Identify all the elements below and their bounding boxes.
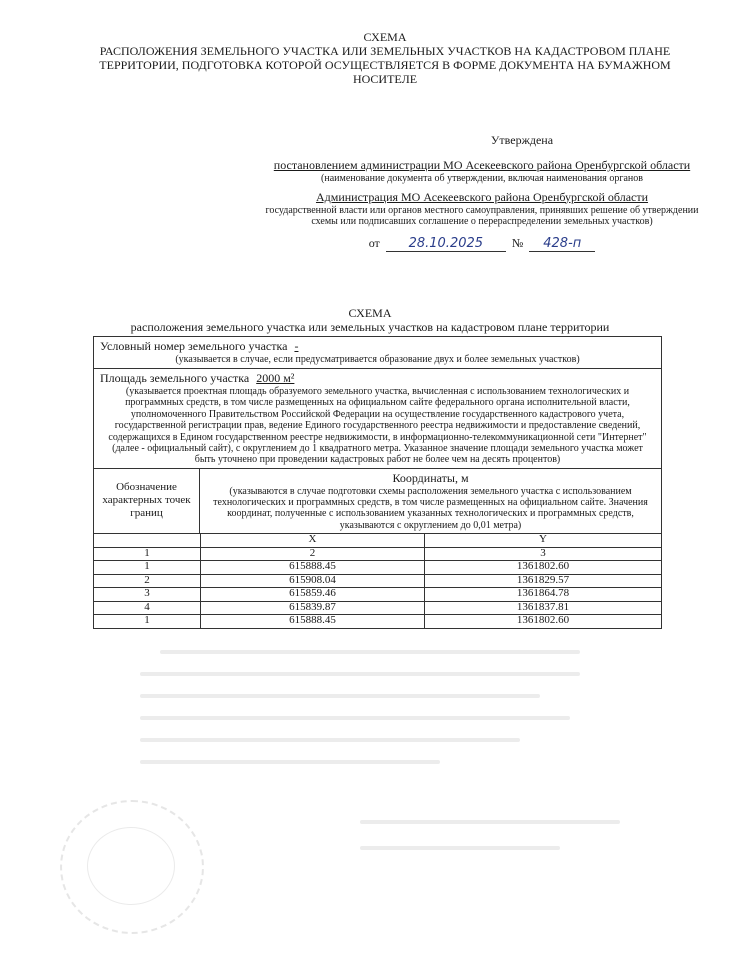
conditional-number-value: -	[294, 339, 299, 353]
show-through-line	[360, 846, 560, 850]
heading-title: СХЕМА	[363, 30, 407, 44]
area-label: Площадь земельного участка	[100, 371, 250, 385]
show-through-line	[140, 760, 440, 764]
show-through-line	[360, 820, 620, 824]
scheme-title: СХЕМА	[348, 306, 392, 320]
point-number: 4	[94, 601, 201, 615]
document-heading	[90, 30, 680, 86]
show-through-line	[140, 738, 520, 742]
column-index: 2	[201, 547, 425, 561]
table-row	[94, 615, 661, 628]
x-coordinate: 615908.04	[201, 574, 425, 588]
coordinates-title: Координаты, м	[392, 470, 469, 485]
heading-subtitle: РАСПОЛОЖЕНИЯ ЗЕМЕЛЬНОГО УЧАСТКА ИЛИ ЗЕМЕЛЬНЫХ УЧАСТКОВ НА КАДАСТРОВОМ ПЛАНЕ ТЕРРИТОРИИ, ПОДГОТОВКА КОТОРОЙ ОСУЩЕСТВЛЯЕТСЯ В ФОРМЕ ДОКУМЕНТА НА БУМАЖНОМ НОСИТЕЛЕ	[99, 44, 671, 86]
y-coordinate: 1361837.81	[425, 601, 662, 615]
y-coordinate: 1361829.57	[425, 574, 662, 588]
y-coordinate: 1361802.60	[425, 561, 662, 575]
point-number: 3	[94, 588, 201, 602]
show-through-line	[160, 650, 580, 654]
conditional-number-label: Условный номер земельного участка	[100, 339, 288, 353]
point-number: 1	[94, 561, 201, 575]
column-index-row	[94, 547, 661, 561]
x-coordinate: 615888.45	[201, 561, 425, 575]
stamp-inner-ring	[87, 827, 175, 905]
show-through-line	[140, 694, 540, 698]
x-coordinate: 615888.45	[201, 615, 425, 628]
scheme-heading	[120, 306, 620, 334]
show-through-line	[140, 716, 570, 720]
x-coordinate: 615839.87	[201, 601, 425, 615]
y-coordinate: 1361864.78	[425, 588, 662, 602]
handwritten-date: 28.10.2025	[386, 236, 506, 252]
coordinates-note: (указываются в случае подготовки схемы расположения земельного участка с использованием технологических и программных средств, в том числе размещенных на официальном сайте. Значения координат, полученные с использованием указанных технологических и программных средств, указываются с округлением до 0,01 метра)	[213, 485, 648, 531]
approval-date-line	[262, 236, 702, 252]
area-note: (указывается проектная площадь образуемого земельного участка, вычисленная с использованием технологических и программных средств, в том числе размещенных на официальном сайте федерального органа исполнительной власти, уполномоченного Правительством Российской Федерации на осуществление государственного кадастрового учета, государственной регистрации прав, ведение Единого государственного реестра недвижимости и предоставление сведений, содержащихся в Едином государственном реестре недвижимости, в информационно-телекоммуникационной сети "Интернет" (далее - официальный сайт), с округлением до 1 квадратного метра. Указанное значение площади земельного участка может быть уточнено при проведении кадастровых работ не более чем на десять процентов)	[108, 386, 647, 466]
y-coordinate: 1361802.60	[516, 614, 570, 627]
point-number: 2	[94, 574, 201, 588]
point-number: 1	[94, 615, 201, 628]
stamp-seal	[60, 800, 204, 934]
approval-document-note: (наименование документа об утверждении, включая наименования органов	[321, 173, 643, 184]
coordinates-table	[94, 534, 661, 628]
scheme-subtitle: расположения земельного участка или земельных участков на кадастровом плане территории	[130, 320, 610, 334]
column-index: 1	[94, 547, 201, 561]
number-prefix: №	[511, 235, 524, 250]
table-row	[94, 574, 661, 588]
conditional-number-section	[94, 337, 661, 369]
column-y-header: Y	[425, 534, 662, 547]
approval-authority: Администрация МО Асекеевского района Оренбургской области	[315, 189, 649, 204]
handwritten-number: 428-п	[529, 236, 595, 252]
points-header: Обозначение характерных точек границ	[94, 469, 200, 533]
date-prefix: от	[368, 235, 380, 250]
axis-row	[94, 534, 661, 547]
column-index: 3	[425, 547, 662, 561]
scheme-table	[93, 336, 662, 629]
table-row	[94, 588, 661, 602]
area-section	[94, 369, 661, 469]
approved-label: Утверждена	[490, 133, 554, 147]
conditional-number-note: (указывается в случае, если предусматривается образование двух и более земельных участков)	[175, 354, 580, 365]
approval-authority-note: государственной власти или органов местного самоуправления, принявших решение об утверждении схемы или подписавших соглашение о перераспределении земельных участков)	[265, 204, 699, 227]
area-value: 2000 м²	[256, 371, 295, 385]
x-coordinate: 615859.46	[201, 588, 425, 602]
table-row	[94, 601, 661, 615]
table-row	[94, 561, 661, 575]
approval-block	[262, 133, 702, 252]
column-x-header: X	[201, 534, 425, 547]
show-through-line	[140, 672, 580, 676]
coordinates-header	[94, 469, 661, 534]
approval-document: постановлением администрации МО Асекеевского района Оренбургской области	[273, 158, 691, 172]
